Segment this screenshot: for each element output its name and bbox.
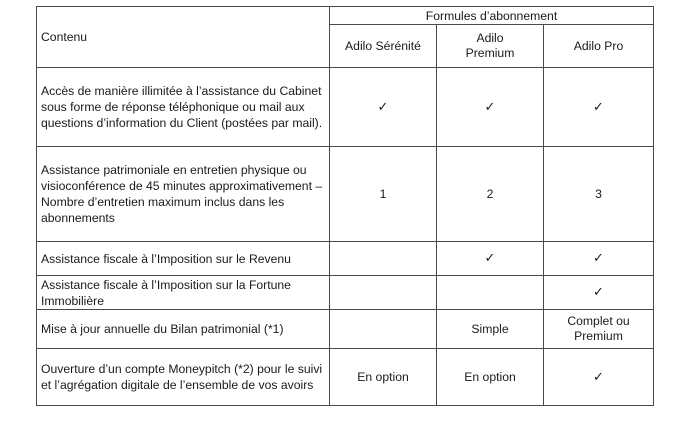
check-icon: ✓ (484, 251, 496, 266)
row-label-real-estate-wealth-tax: Assistance fiscale à l’Imposition sur la Fortune Immobilière (37, 276, 330, 310)
row-value-premium (437, 68, 544, 147)
row-value-premium: 2 (437, 147, 544, 242)
row-label-unlimited-assistance: Accès de manière illimitée à l’assistance du Cabinet sous forme de réponse téléphonique ou mail aux questions d’information du Client (postées par mail). (37, 68, 330, 147)
row-value-premium (437, 242, 544, 276)
table-row (37, 147, 654, 242)
row-label-annual-balance-update: Mise à jour annuelle du Bilan patrimonial (*1) (37, 310, 330, 349)
header-content-label: Contenu (37, 7, 330, 68)
row-value-pro (544, 349, 654, 406)
table-row (37, 349, 654, 406)
row-label-income-tax-assistance: Assistance fiscale à l’Imposition sur le Revenu (37, 242, 330, 276)
row-value-pro (544, 242, 654, 276)
table-row (37, 310, 654, 349)
plan-name-premium-text: Adilo Premium (465, 31, 515, 60)
plan-name-premium (437, 25, 544, 68)
plan-name-serenite (330, 25, 437, 68)
check-icon: ✓ (377, 99, 389, 115)
check-icon: ✓ (593, 369, 604, 385)
row-value-pro: 3 (544, 147, 654, 242)
check-icon: ✓ (593, 285, 604, 300)
plan-name-serenite-text: Adilo Sérénité (345, 39, 421, 53)
row-value-premium: En option (437, 349, 544, 406)
row-value-premium (437, 276, 544, 310)
row-value-serenite: En option (330, 349, 437, 406)
check-icon: ✓ (593, 99, 604, 115)
row-label-moneypitch-account: Ouverture d’un compte Moneypitch (*2) pour le suivi et l’agrégation digitale de l’ensemble de vos avoirs (37, 349, 330, 406)
header-row (37, 7, 654, 25)
row-label-patrimonial-assistance: Assistance patrimoniale en entretien physique ou visioconférence de 45 minutes approximativement – Nombre d’entretien maximum inclus dans les abonnements (37, 147, 330, 242)
plan-name-pro-text: Adilo Pro (573, 39, 624, 53)
row-value-serenite (330, 310, 437, 349)
table-row (37, 242, 654, 276)
check-icon: ✓ (593, 251, 604, 266)
check-icon: ✓ (484, 99, 496, 115)
row-value-pro-text: Complet ou Premium (567, 314, 630, 343)
header-plans-group-label: Formules d’abonnement (330, 7, 654, 25)
row-value-serenite (330, 242, 437, 276)
row-value-serenite (330, 68, 437, 147)
row-value-pro (544, 68, 654, 147)
row-value-pro (544, 310, 654, 349)
table-row (37, 276, 654, 310)
row-value-serenite: 1 (330, 147, 437, 242)
table-row (37, 68, 654, 147)
subscription-comparison-table (36, 6, 654, 406)
row-value-serenite (330, 276, 437, 310)
plan-name-pro (544, 25, 654, 68)
row-value-premium: Simple (437, 310, 544, 349)
row-value-pro (544, 276, 654, 310)
